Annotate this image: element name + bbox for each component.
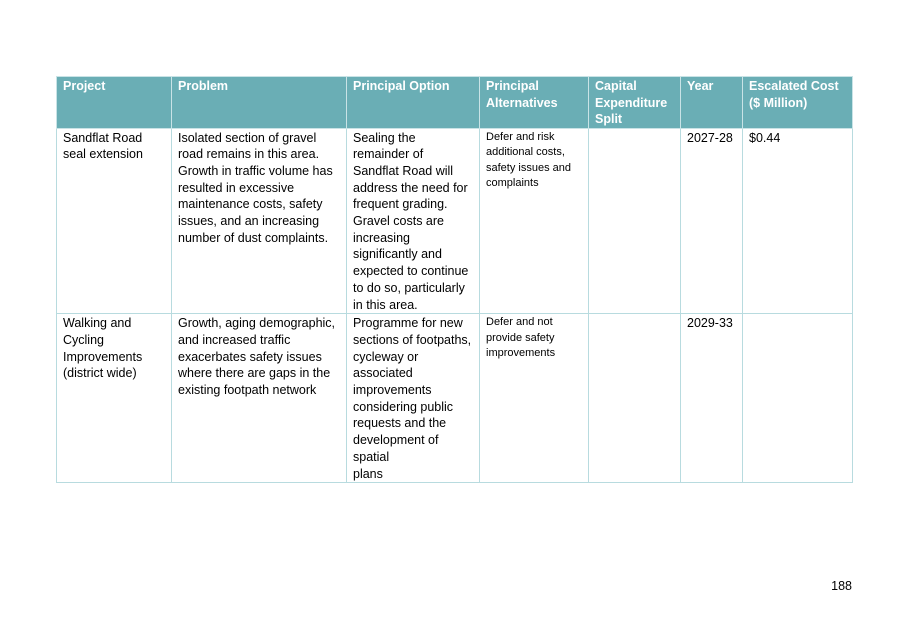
- table-row: [57, 128, 853, 314]
- header-project: Project: [57, 77, 172, 129]
- cell-principal-option: Sealing the remainder of Sandflat Road will address the need for frequent grading. Gravel costs are increasing significantly and expected to continue to do so, particularly in this area.: [347, 128, 480, 314]
- cell-escalated-cost: [743, 314, 853, 483]
- cell-project: Sandflat Road seal extension: [57, 128, 172, 314]
- header-principal-alternatives: Principal Alternatives: [480, 77, 589, 129]
- cell-year: 2029-33: [681, 314, 743, 483]
- cell-capital-expenditure-split: [589, 314, 681, 483]
- cell-problem: Isolated section of gravel road remains in this area. Growth in traffic volume has resulted in excessive maintenance costs, safety issues, and an increasing number of dust complaints.: [172, 128, 347, 314]
- table-header-row: [57, 77, 853, 129]
- header-escalated-cost: Escalated Cost ($ Million): [743, 77, 853, 129]
- cell-principal-option: Programme for new sections of footpaths, cycleway or associated improvements considering public requests and the development of spatial plans: [347, 314, 480, 483]
- header-year: Year: [681, 77, 743, 129]
- projects-table-container: [56, 76, 852, 483]
- projects-table: [56, 76, 853, 483]
- cell-year: 2027-28: [681, 128, 743, 314]
- cell-escalated-cost: $0.44: [743, 128, 853, 314]
- header-principal-option: Principal Option: [347, 77, 480, 129]
- page-number: 188: [831, 579, 852, 593]
- cell-project: Walking and Cycling Improvements (district wide): [57, 314, 172, 483]
- header-problem: Problem: [172, 77, 347, 129]
- cell-principal-alternatives: Defer and risk additional costs, safety issues and complaints: [480, 128, 589, 314]
- cell-problem: Growth, aging demographic, and increased traffic exacerbates safety issues where there are gaps in the existing footpath network: [172, 314, 347, 483]
- cell-principal-alternatives: Defer and not provide safety improvements: [480, 314, 589, 483]
- header-capital-expenditure-split: Capital Expenditure Split: [589, 77, 681, 129]
- table-row: [57, 314, 853, 483]
- cell-capital-expenditure-split: [589, 128, 681, 314]
